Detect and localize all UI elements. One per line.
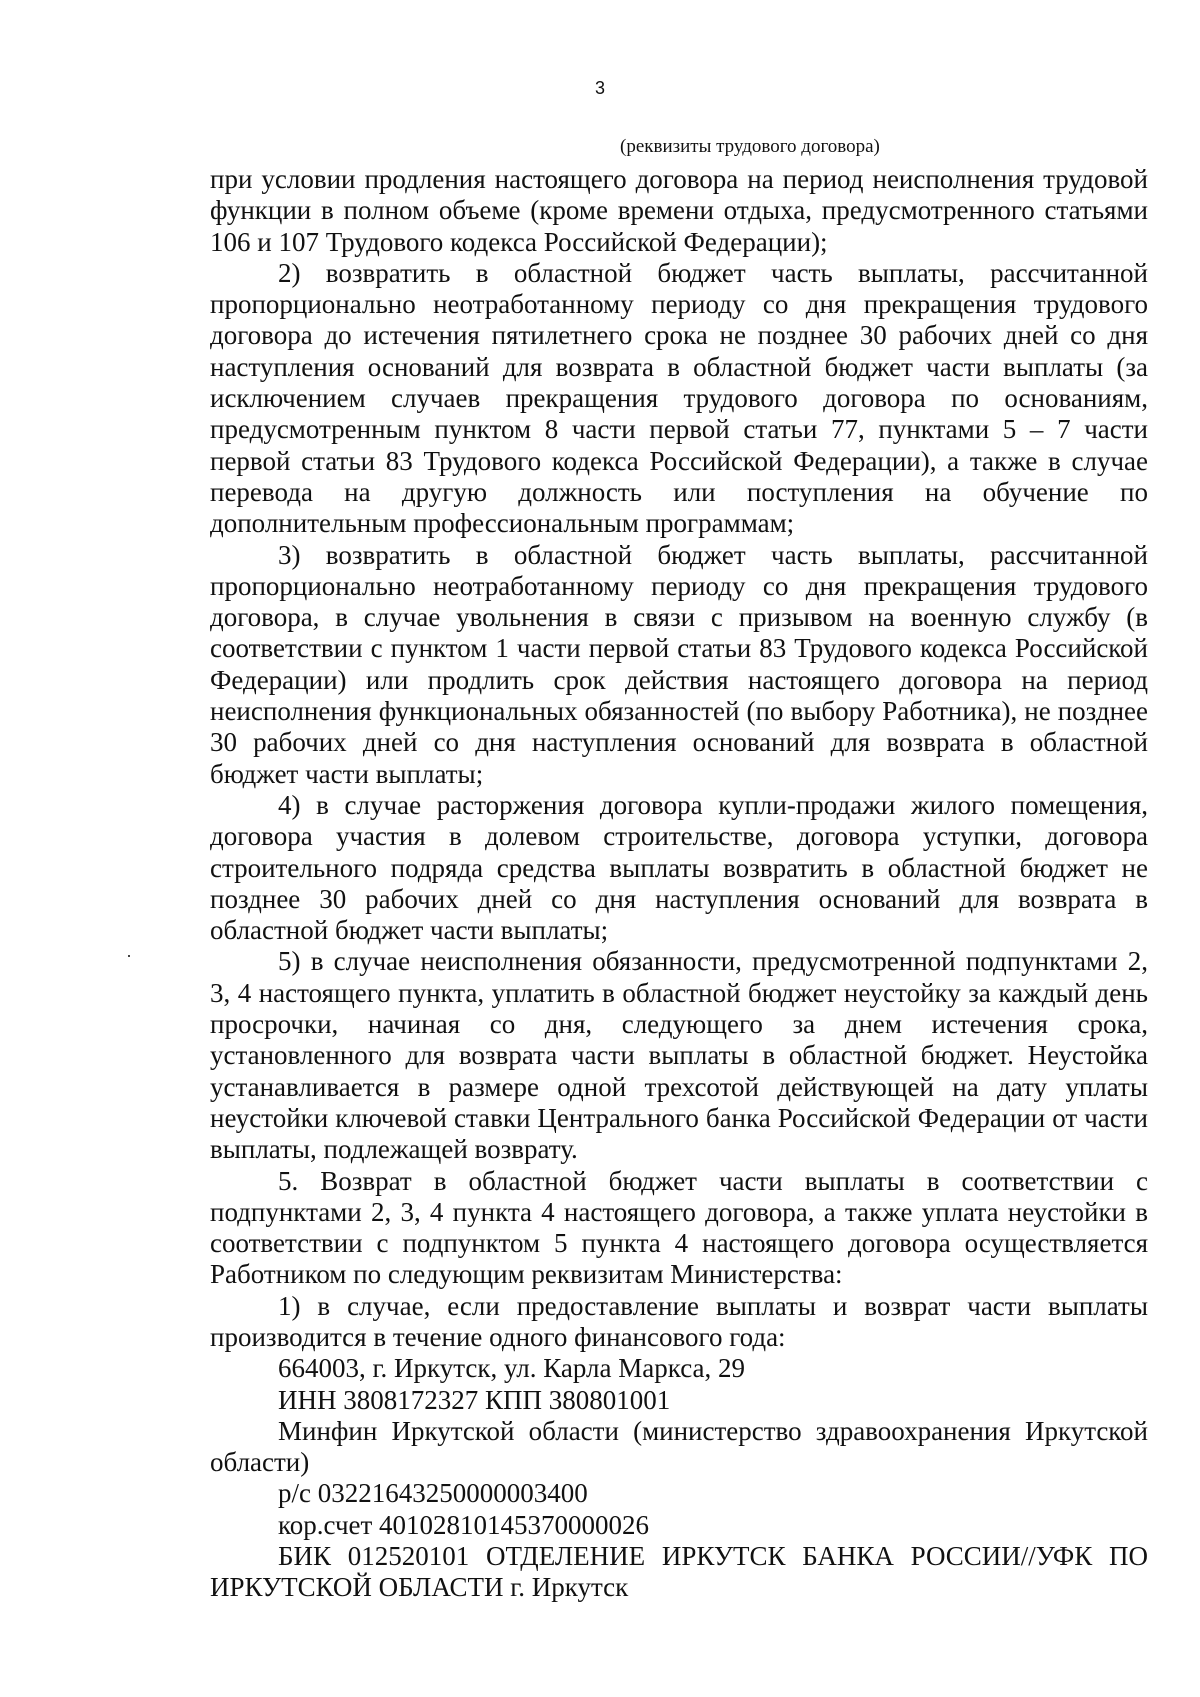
requisite-account: р/с 03221643250000003400 — [278, 1478, 588, 1509]
paragraph-subclause-1: 1) в случае, если предоставление выплаты и возврат части выплаты производится в течение одного финансового года: — [210, 1290, 1148, 1352]
paragraph-item-2: 2) возвратить в областной бюджет часть выплаты, рассчитанной пропорционально неотработанному периоду со дня прекращения трудового договора до истечения пятилетнего срока не позднее 30 рабочих дней со дня наступления оснований для возврата в областной бюджет части выплаты (за исключением случаев прекращения трудового договора по основаниям, предусмотренным пунктом 8 части первой статьи 77, пунктами 5 – 7 части первой статьи 83 Трудового кодекса Российской Федерации), а также в случае перевода на другую должность или поступления на обучение по дополнительным профессиональным программам; — [210, 257, 1148, 539]
page-number: 3 — [594, 78, 605, 98]
paragraph-clause-5: 5. Возврат в областной бюджет части выплаты в соответствии с подпунктами 2, 3, 4 пункта 4 настоящего договора, а также уплата неустойки в соответствии с подпунктом 5 пункта 4 настоящего договора осуществляется Работником по следующим реквизитам Министерства: — [210, 1165, 1148, 1290]
paragraph-item-4: 4) в случае расторжения договора купли-продажи жилого помещения, договора участия в долевом строительстве, договора уступки, договора строительного подряда средства выплаты возвратить в областной бюджет не позднее 30 рабочих дней со дня наступления оснований для возврата в областной бюджет части выплаты; — [210, 789, 1148, 946]
document-body — [210, 164, 1148, 1604]
requisite-recipient: Минфин Иркутской области (министерство здравоохранения Иркутской области) — [210, 1415, 1148, 1478]
requisite-address: 664003, г. Иркутск, ул. Карла Маркса, 29 — [278, 1353, 746, 1384]
scan-speck — [128, 955, 130, 957]
requisite-inn-kpp: ИНН 3808172327 КПП 380801001 — [278, 1384, 671, 1415]
paragraph-continuation: при условии продления настоящего договора на период неисполнения трудовой функции в полном объеме (кроме времени отдыха, предусмотренного статьями 106 и 107 Трудового кодекса Российской Федерации); — [210, 164, 1148, 257]
paragraph-item-5: 5) в случае неисполнения обязанности, предусмотренной подпунктами 2, 3, 4 настоящего пункта, уплатить в областной бюджет неустойку за каждый день просрочки, начиная со дня, следующего за днем истечения срока, установленного для возврата части выплаты в областной бюджет. Неустойка устанавливается в размере одной трехсотой действующей на дату уплаты неустойки ключевой ставки Центрального банка Российской Федерации от части выплаты, подлежащей возврату. — [210, 946, 1148, 1165]
requisite-correspondent-account: кор.счет 40102810145370000026 — [278, 1509, 650, 1540]
requisite-bik-bank: БИК 012520101 ОТДЕЛЕНИЕ ИРКУТСК БАНКА РОССИИ//УФК ПО ИРКУТСКОЙ ОБЛАСТИ г. Иркутск — [210, 1541, 1148, 1603]
paragraph-item-3: 3) возвратить в областной бюджет часть выплаты, рассчитанной пропорционально неотработанному периоду со дня прекращения трудового договора, в случае увольнения в связи с призывом на военную службу (в соответствии с пунктом 1 части первой статьи 83 Трудового кодекса Российской Федерации) или продлить срок действия настоящего договора на период неисполнения функциональных обязанностей (по выбору Работника), не позднее 30 рабочих дней со дня наступления оснований для возврата в областной бюджет части выплаты; — [210, 539, 1148, 789]
contract-details-caption: (реквизиты трудового договора) — [620, 136, 880, 157]
